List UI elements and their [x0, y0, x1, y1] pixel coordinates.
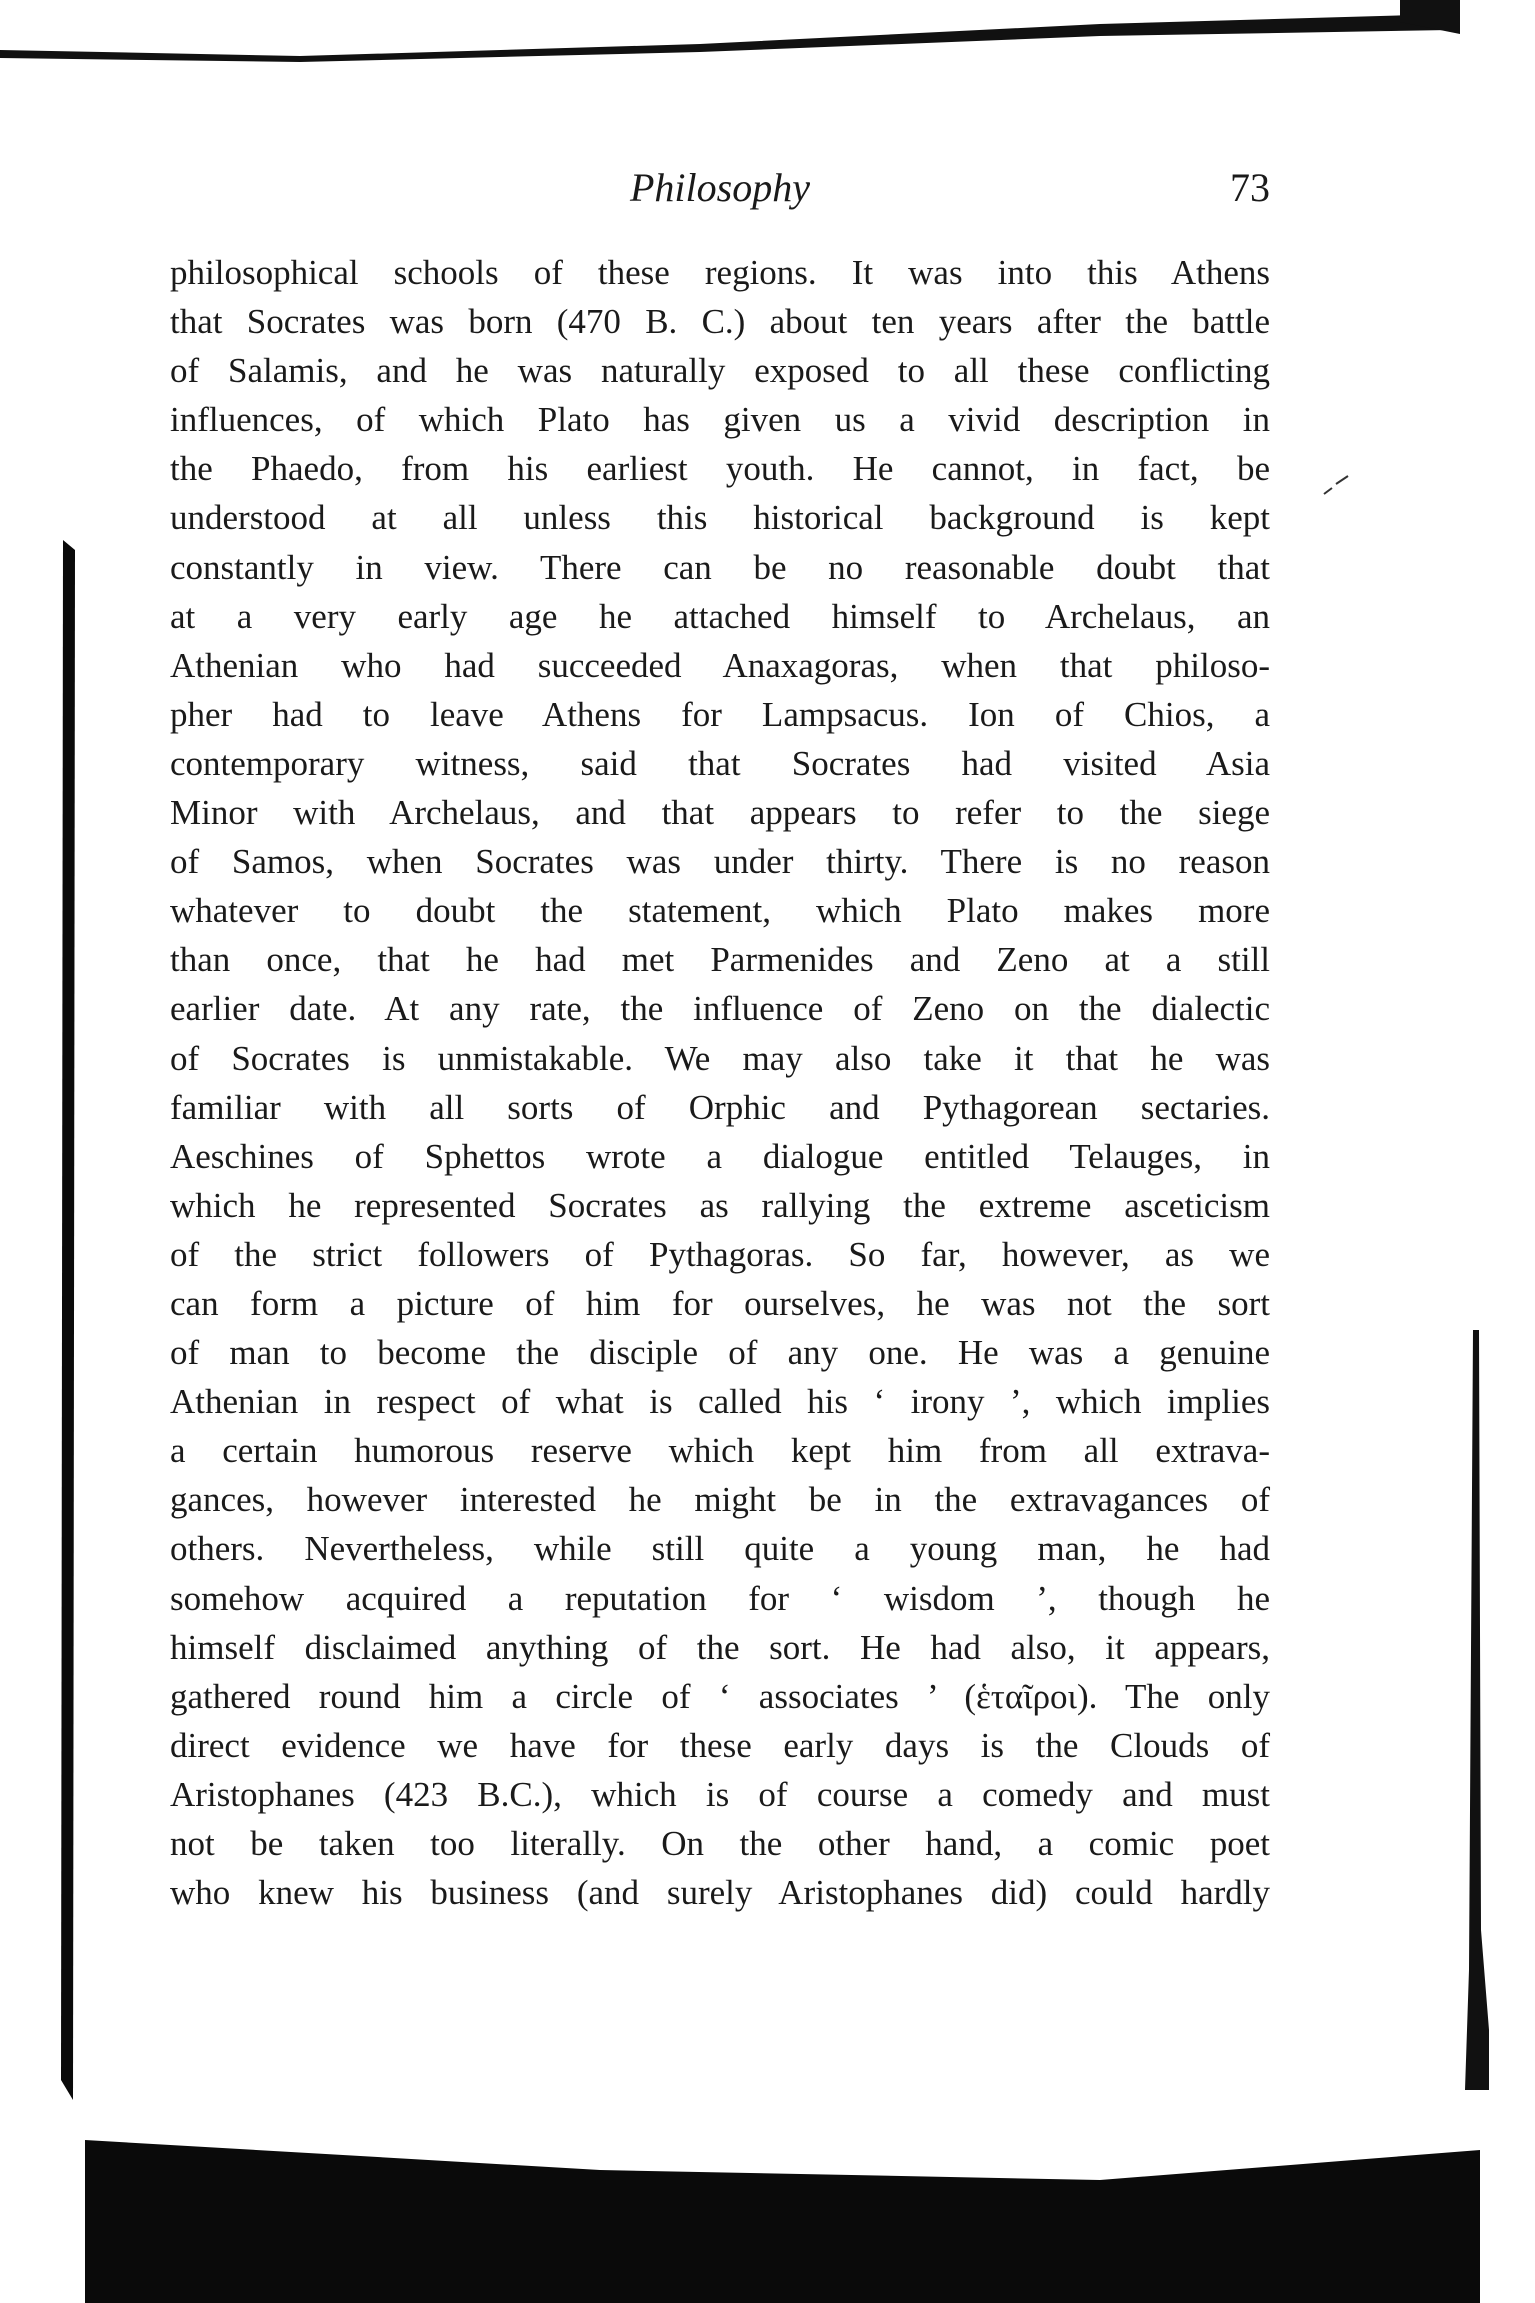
text-line: philosophical schools of these regions. It was into this Athens [170, 253, 1270, 292]
text-line: himself disclaimed anything of the sort. He had also, it appears, [170, 1627, 1270, 1667]
text-line: somehow acquired a reputation for ‘ wisdom ’, though he [170, 1578, 1270, 1618]
page-header [170, 158, 1270, 218]
text-line: gathered round him a circle of ‘ associates ’ (ἑταῖροι). The only [170, 1676, 1270, 1716]
text-line: Minor with Archelaus, and that appears to refer to the siege [170, 793, 1270, 833]
scan-edge-left [55, 540, 77, 2100]
text-line: of Samos, when Socrates was under thirty. There is no reason [170, 842, 1270, 882]
text-line: the Phaedo, from his earliest youth. He cannot, in fact, be [170, 449, 1270, 489]
margin-mark [1322, 470, 1352, 500]
text-line: of Socrates is unmistakable. We may also take it that he was [170, 1038, 1270, 1078]
text-line: who knew his business (and surely Aristophanes did) could hardly [170, 1873, 1270, 1913]
text-line: can form a picture of him for ourselves, he was not the sort [170, 1283, 1270, 1323]
text-line: of Salamis, and he was naturally exposed to all these conflicting [170, 351, 1270, 391]
text-line: than once, that he had met Parmenides and Zeno at a still [170, 940, 1270, 980]
text-line: constantly in view. There can be no reasonable doubt that [170, 547, 1270, 587]
text-line: that Socrates was born (470 B. C.) about ten years after the battle [170, 302, 1270, 342]
text-line: of man to become the disciple of any one. He was a genuine [170, 1333, 1270, 1373]
scan-edge-right [1455, 1330, 1495, 2090]
scan-edge-bottom [0, 2140, 1535, 2303]
text-line: whatever to doubt the statement, which Plato makes more [170, 891, 1270, 931]
text-line: Athenian who had succeeded Anaxagoras, when that philoso- [170, 645, 1270, 685]
text-line: influences, of which Plato has given us a vivid description in [170, 400, 1270, 440]
page-number: 73 [1230, 165, 1270, 210]
text-line: not be taken too literally. On the other hand, a comic poet [170, 1824, 1270, 1863]
text-line: which he represented Socrates as rallying the extreme asceticism [170, 1185, 1270, 1225]
scan-edge-top [0, 0, 1535, 70]
text-line: understood at all unless this historical background is kept [170, 498, 1270, 538]
text-line: of the strict followers of Pythagoras. So far, however, as we [170, 1234, 1270, 1274]
text-line: contemporary witness, said that Socrates had visited Asia [170, 743, 1270, 783]
text-line: others. Nevertheless, while still quite a young man, he had [170, 1529, 1270, 1569]
text-line: familiar with all sorts of Orphic and Pythagorean sectaries. [170, 1087, 1270, 1127]
text-line: Athenian in respect of what is called his ‘ irony ’, which implies [170, 1382, 1270, 1422]
text-line: gances, however interested he might be in the extravagances of [170, 1480, 1270, 1520]
text-line: Aristophanes (423 B.C.), which is of course a comedy and must [170, 1774, 1270, 1814]
text-line: direct evidence we have for these early days is the Clouds of [170, 1725, 1270, 1765]
body-text [170, 248, 1270, 1917]
text-line: pher had to leave Athens for Lampsacus. Ion of Chios, a [170, 694, 1270, 734]
text-line: at a very early age he attached himself to Archelaus, an [170, 596, 1270, 636]
text-line: earlier date. At any rate, the influence of Zeno on the dialectic [170, 989, 1270, 1029]
running-title: Philosophy [630, 165, 810, 210]
text-line: a certain humorous reserve which kept him from all extrava- [170, 1431, 1270, 1471]
text-line: Aeschines of Sphettos wrote a dialogue entitled Telauges, in [170, 1136, 1270, 1176]
